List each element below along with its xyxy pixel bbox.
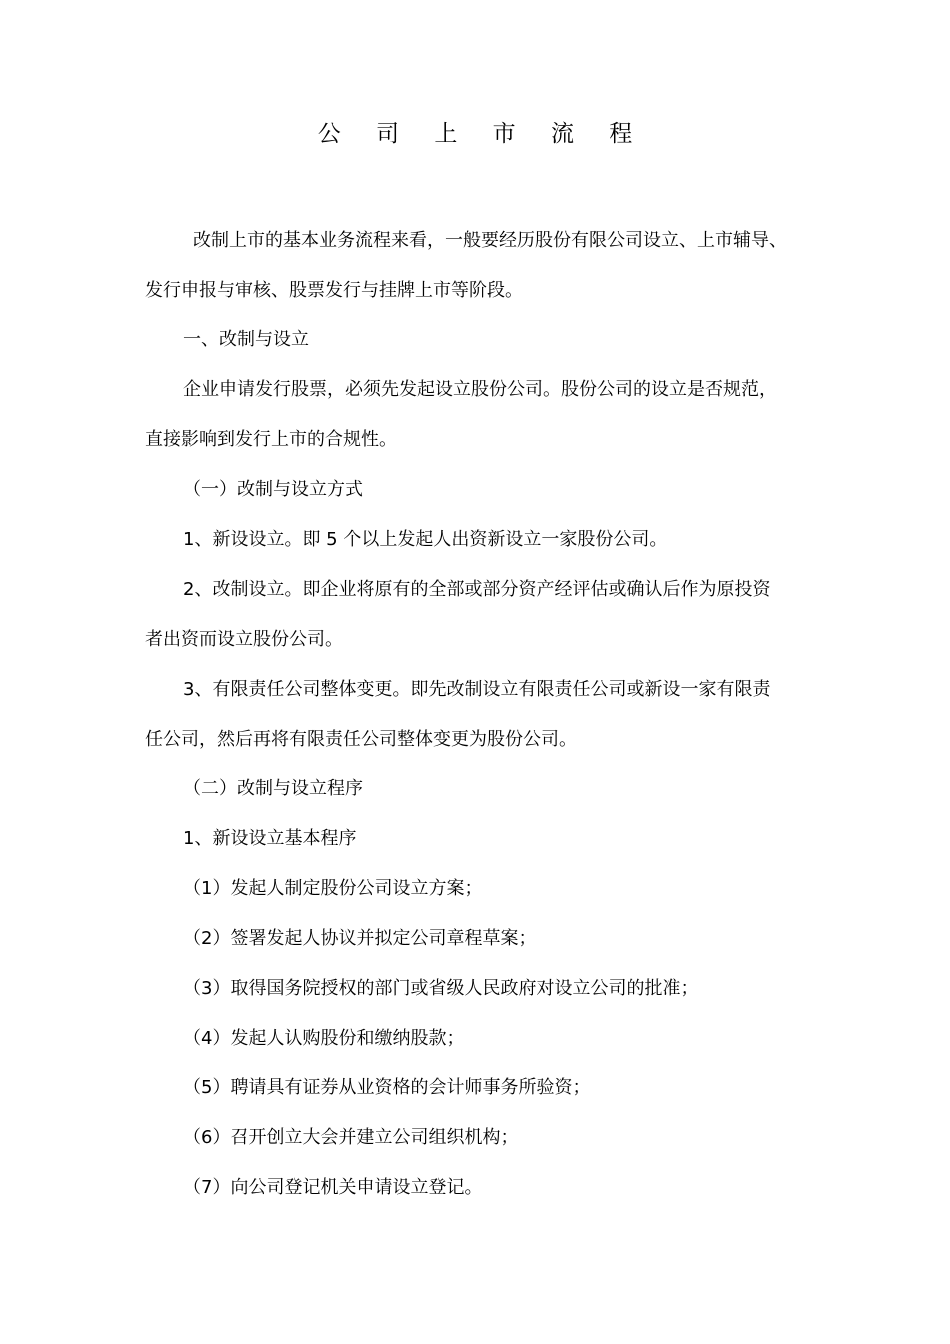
procedure-step: （6）召开创立大会并建立公司组织机构； [183, 1127, 519, 1148]
procedure-step: （2）签署发起人协议并拟定公司章程草案； [183, 928, 537, 949]
subsection-heading: （二）改制与设立程序 [183, 778, 363, 799]
paragraph-line: 企业申请发行股票，必须先发起设立股份公司。股份公司的设立是否规范， [183, 379, 777, 400]
list-item: 1、新设设立。即 5 个以上发起人出资新设立一家股份公司。 [183, 529, 668, 550]
procedure-step: （3）取得国务院授权的部门或省级人民政府对设立公司的批准； [183, 978, 699, 999]
list-heading: 1、新设设立基本程序 [183, 828, 357, 849]
paragraph-line: 直接影响到发行上市的合规性。 [145, 429, 397, 450]
procedure-step: （5）聘请具有证券从业资格的会计师事务所验资； [183, 1077, 591, 1098]
procedure-step: （1）发起人制定股份公司设立方案； [183, 878, 483, 899]
document-title: 公 司 上 市 流 程 [317, 121, 647, 147]
list-item-continuation: 任公司，然后再将有限责任公司整体变更为股份公司。 [145, 729, 577, 750]
section-heading: 一、改制与设立 [183, 329, 309, 350]
list-item: 2、改制设立。即企业将原有的全部或部分资产经评估或确认后作为原投资 [183, 579, 771, 600]
procedure-step: （7）向公司登记机关申请设立登记。 [183, 1177, 483, 1198]
list-item: 3、有限责任公司整体变更。即先改制设立有限责任公司或新设一家有限责 [183, 679, 771, 700]
paragraph-line: 发行申报与审核、股票发行与挂牌上市等阶段。 [145, 280, 523, 301]
subsection-heading: （一）改制与设立方式 [183, 479, 363, 500]
list-item-continuation: 者出资而设立股份公司。 [145, 629, 343, 650]
paragraph-line: 改制上市的基本业务流程来看，一般要经历股份有限公司设立、上市辅导、 [193, 230, 787, 251]
procedure-step: （4）发起人认购股份和缴纳股款； [183, 1028, 465, 1049]
